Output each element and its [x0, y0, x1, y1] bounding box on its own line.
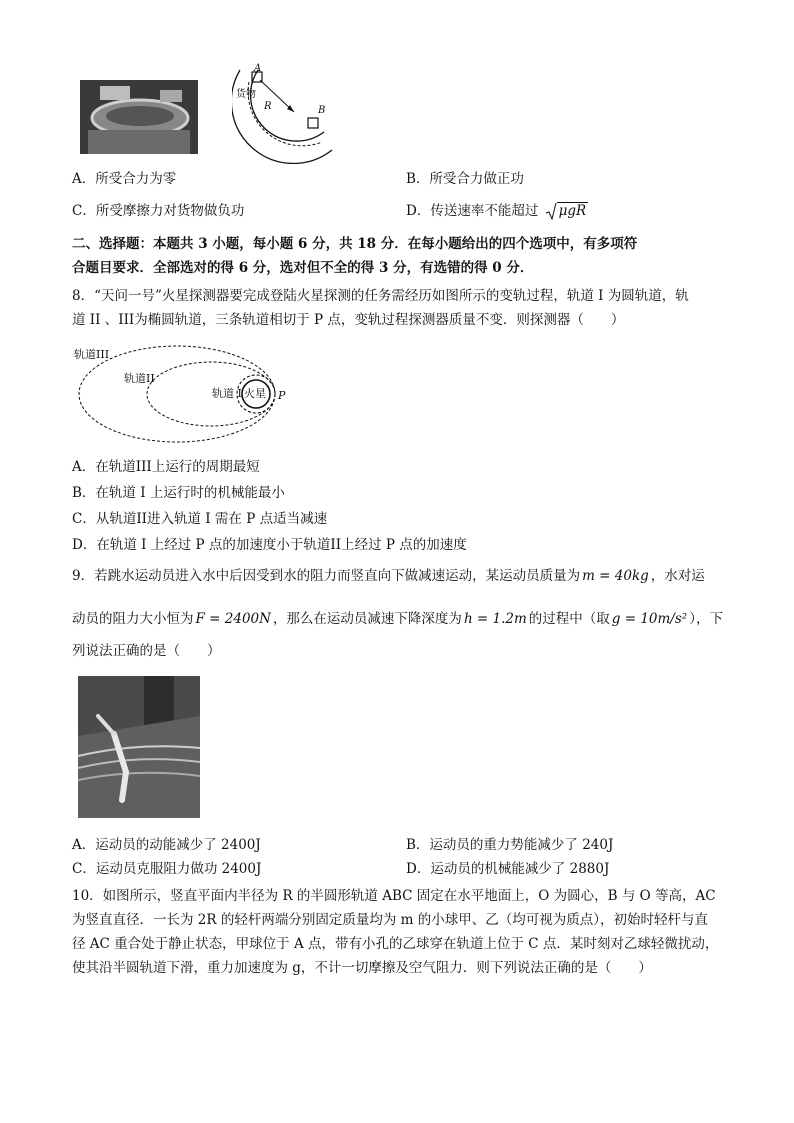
sqrt-formula: μgR: [547, 202, 589, 220]
q10-stem-line1: 10．如图所示，竖直平面内半径为 R 的半圆形轨道 ABC 固定在水平地面上，O 为圆心，B 与 O 等高，AC: [72, 888, 716, 904]
diver-photo: [78, 676, 200, 818]
label-r: R: [264, 101, 272, 112]
q8-option-a: A．在轨道III上运行的周期最短: [72, 459, 260, 475]
conveyor-photo: [80, 80, 198, 154]
q8-option-d: D．在轨道 I 上经过 P 点的加速度小于轨道II上经过 P 点的加速度: [72, 537, 467, 553]
q9-stem-line1: 9．若跳水运动员进入水中后因受到水的阻力而竖直向下做减速运动，某运动员质量为 m = 40kg ，水对运: [72, 568, 705, 584]
label-orbit1: 轨道 I: [212, 387, 242, 400]
label-orbit2: 轨道II: [124, 372, 155, 385]
q7-option-b: B．所受合力做正功: [406, 171, 524, 187]
q7-option-d: D．传送速率不能超过 μgR: [406, 203, 587, 219]
q8-stem-line2: 道 II 、III为椭圆轨道，三条轨道相切于 P 点，变轨过程探测器质量不变．则探测器（ ）: [72, 312, 625, 328]
q7-option-c: C．所受摩擦力对货物做负功: [72, 203, 245, 219]
section2-heading-line2: 合题目要求．全部选对的得 6 分，选对但不全的得 3 分，有选错的得 0 分．: [72, 260, 534, 276]
label-orbit3: 轨道III: [74, 348, 110, 361]
q9-option-c: C．运动员克服阻力做功 2400J: [72, 861, 262, 877]
q8-option-c: C．从轨道II进入轨道 I 需在 P 点适当减速: [72, 511, 328, 527]
q9-option-d: D．运动员的机械能减少了 2880J: [406, 861, 610, 877]
label-mars: 火星: [244, 387, 266, 400]
conveyor-diagram: [232, 60, 342, 164]
q9-option-a: A．运动员的动能减少了 2400J: [72, 837, 261, 853]
q8-option-b: B．在轨道 I 上运行时的机械能最小: [72, 485, 285, 501]
q8-stem-line1: 8．“天问一号”火星探测器要完成登陆火星探测的任务需经历如图所示的变轨过程，轨道 I 为圆轨道，轨: [72, 288, 689, 304]
section2-heading-line1: 二、选择题：本题共 3 小题，每小题 6 分，共 18 分．在每小题给出的四个选项中，有多项符: [72, 236, 638, 252]
label-a: A: [254, 63, 262, 74]
q9-option-b: B．运动员的重力势能减少了 240J: [406, 837, 614, 853]
label-p: P: [278, 389, 286, 402]
q10-stem-line4: 使其沿半圆轨道下滑，重力加速度为 g，不计一切摩擦及空气阻力．则下列说法正确的是（ ）: [72, 960, 652, 976]
label-b: B: [318, 105, 326, 116]
orbit-diagram: [72, 340, 312, 444]
q10-stem-line3: 径 AC 重合处于静止状态，甲球位于 A 点，带有小孔的乙球穿在轨道上位于 C 点．某时刻对乙球轻微扰动，: [72, 936, 719, 952]
q9-stem-line2: 动员的阻力大小恒为 F = 2400N ，那么在运动员减速下降深度为 h = 1.2m 的过程中（取 g = 10m/s² ），下: [72, 611, 723, 627]
q7-option-a: A．所受合力为零: [72, 171, 177, 187]
q9-stem-line3: 列说法正确的是（ ）: [72, 643, 221, 659]
label-cargo: 货物: [236, 89, 256, 100]
q10-stem-line2: 为竖直直径．一长为 2R 的轻杆两端分别固定质量均为 m 的小球甲、乙（均可视为质点），初始时轻杆与直: [72, 912, 708, 928]
